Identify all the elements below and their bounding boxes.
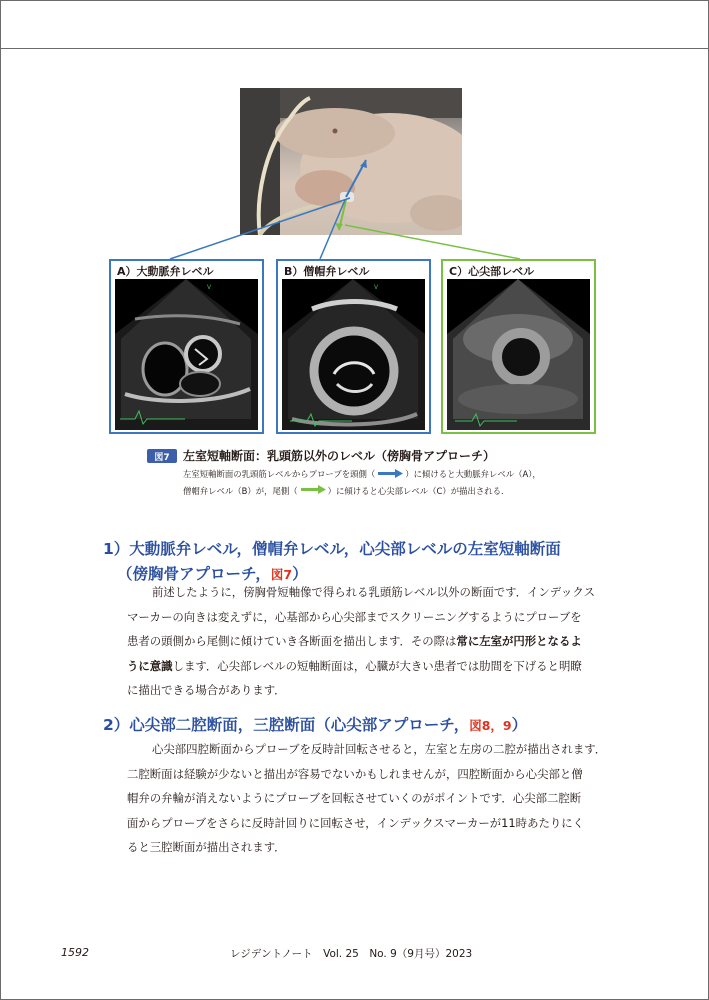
svg-text:V: V (374, 284, 379, 291)
green-arrow-icon (300, 483, 326, 499)
section2-line: 心尖部四腔断面からプローブを反時計回転させると，左室と左房の二腔が描出されます． (152, 742, 607, 756)
desc-line1-a: 左室短軸断面の乳頭筋レベルからプローブを頭側（ (183, 469, 376, 479)
desc-line2-b: ）に傾けると心尖部レベル（C）が描出される． (327, 485, 510, 496)
figure-title: 左室短軸断面：乳頭筋以外のレベル（傍胸骨アプローチ） (183, 449, 496, 463)
echo-image-aortic (115, 279, 258, 430)
panel-c-title: C）心尖部レベル (449, 265, 535, 278)
section1-figure-link[interactable]: 図7 (270, 567, 293, 582)
desc-line1-b: ）に傾けると大動脈弁レベル（A）， (405, 469, 541, 479)
section1-paragraph (127, 580, 595, 703)
section1-heading-line1: 1）大動脈弁レベル，僧帽弁レベル，心尖部レベルの左室短軸断面 (103, 540, 561, 558)
section1-heading-line2: （傍胸骨アプローチ， (117, 565, 271, 583)
section1-heading-close: ） (292, 565, 308, 583)
section1-line: に描出できる場合があります． (127, 683, 286, 697)
blue-arrow-icon (377, 467, 403, 483)
panel-apical-level (441, 259, 596, 434)
section1-line: マーカーの向きは変えずに，心基部から心尖部までスクリーニングするようにプローブを (127, 609, 582, 624)
panel-a-title: A）大動脈弁レベル (117, 265, 214, 278)
panel-mitral-valve-level (276, 259, 431, 434)
desc-line2-a: 僧帽弁レベル（B）が，尾側（ (183, 485, 298, 496)
section1-emphasis: うに意識 (127, 658, 173, 673)
section2-line: 二腔断面は経験が少ないと描出が容易でないかもしれませんが，四腔断面から心尖部と僧 (127, 766, 583, 781)
section2-line: 面からプローブをさらに反時計回りに回転させ，インデックスマーカーが11時あたりにく (127, 815, 585, 830)
section2-heading-text: 2）心尖部二腔断面，三腔断面（心尖部アプローチ， (103, 716, 470, 734)
section2-figure-link[interactable]: 図8，9 (469, 718, 512, 733)
panel-aortic-valve-level (109, 259, 264, 434)
section2-line: ると三腔断面が描出されます． (127, 840, 286, 854)
page-number: 1592 (61, 946, 89, 959)
panel-b-title: B）僧帽弁レベル (284, 265, 370, 278)
journal-info: レジデントノート Vol. 25 No. 9（9月号）2023 (230, 948, 473, 960)
section1-emphasis: 常に左室が円形となるよ (456, 634, 582, 648)
figure-description (183, 466, 541, 499)
section2-paragraph (127, 737, 607, 860)
section2-heading-close: ） (511, 716, 528, 734)
svg-text:V: V (207, 284, 212, 291)
echo-image-mitral (282, 279, 425, 430)
section2-heading (103, 713, 527, 735)
echo-image-apical (447, 279, 590, 430)
section2-line: 帽弁の弁輪が消えないようにプローブを回転させていくのがポイントです．心尖部二腔断 (127, 791, 582, 805)
section1-line: 前述したように，傍胸骨短軸像で得られる乳頭筋レベル以外の断面です．インデックス (152, 585, 595, 599)
figure-badge: 図7 (147, 449, 177, 463)
connector-lines (0, 0, 709, 300)
section1-line: します．心尖部レベルの短軸断面は，心臓が大きい患者では肋間を下げると明瞭 (172, 658, 582, 673)
section1-line: 患者の頭側から尾側に傾けていき各断面を描出します．その際は (127, 634, 457, 648)
